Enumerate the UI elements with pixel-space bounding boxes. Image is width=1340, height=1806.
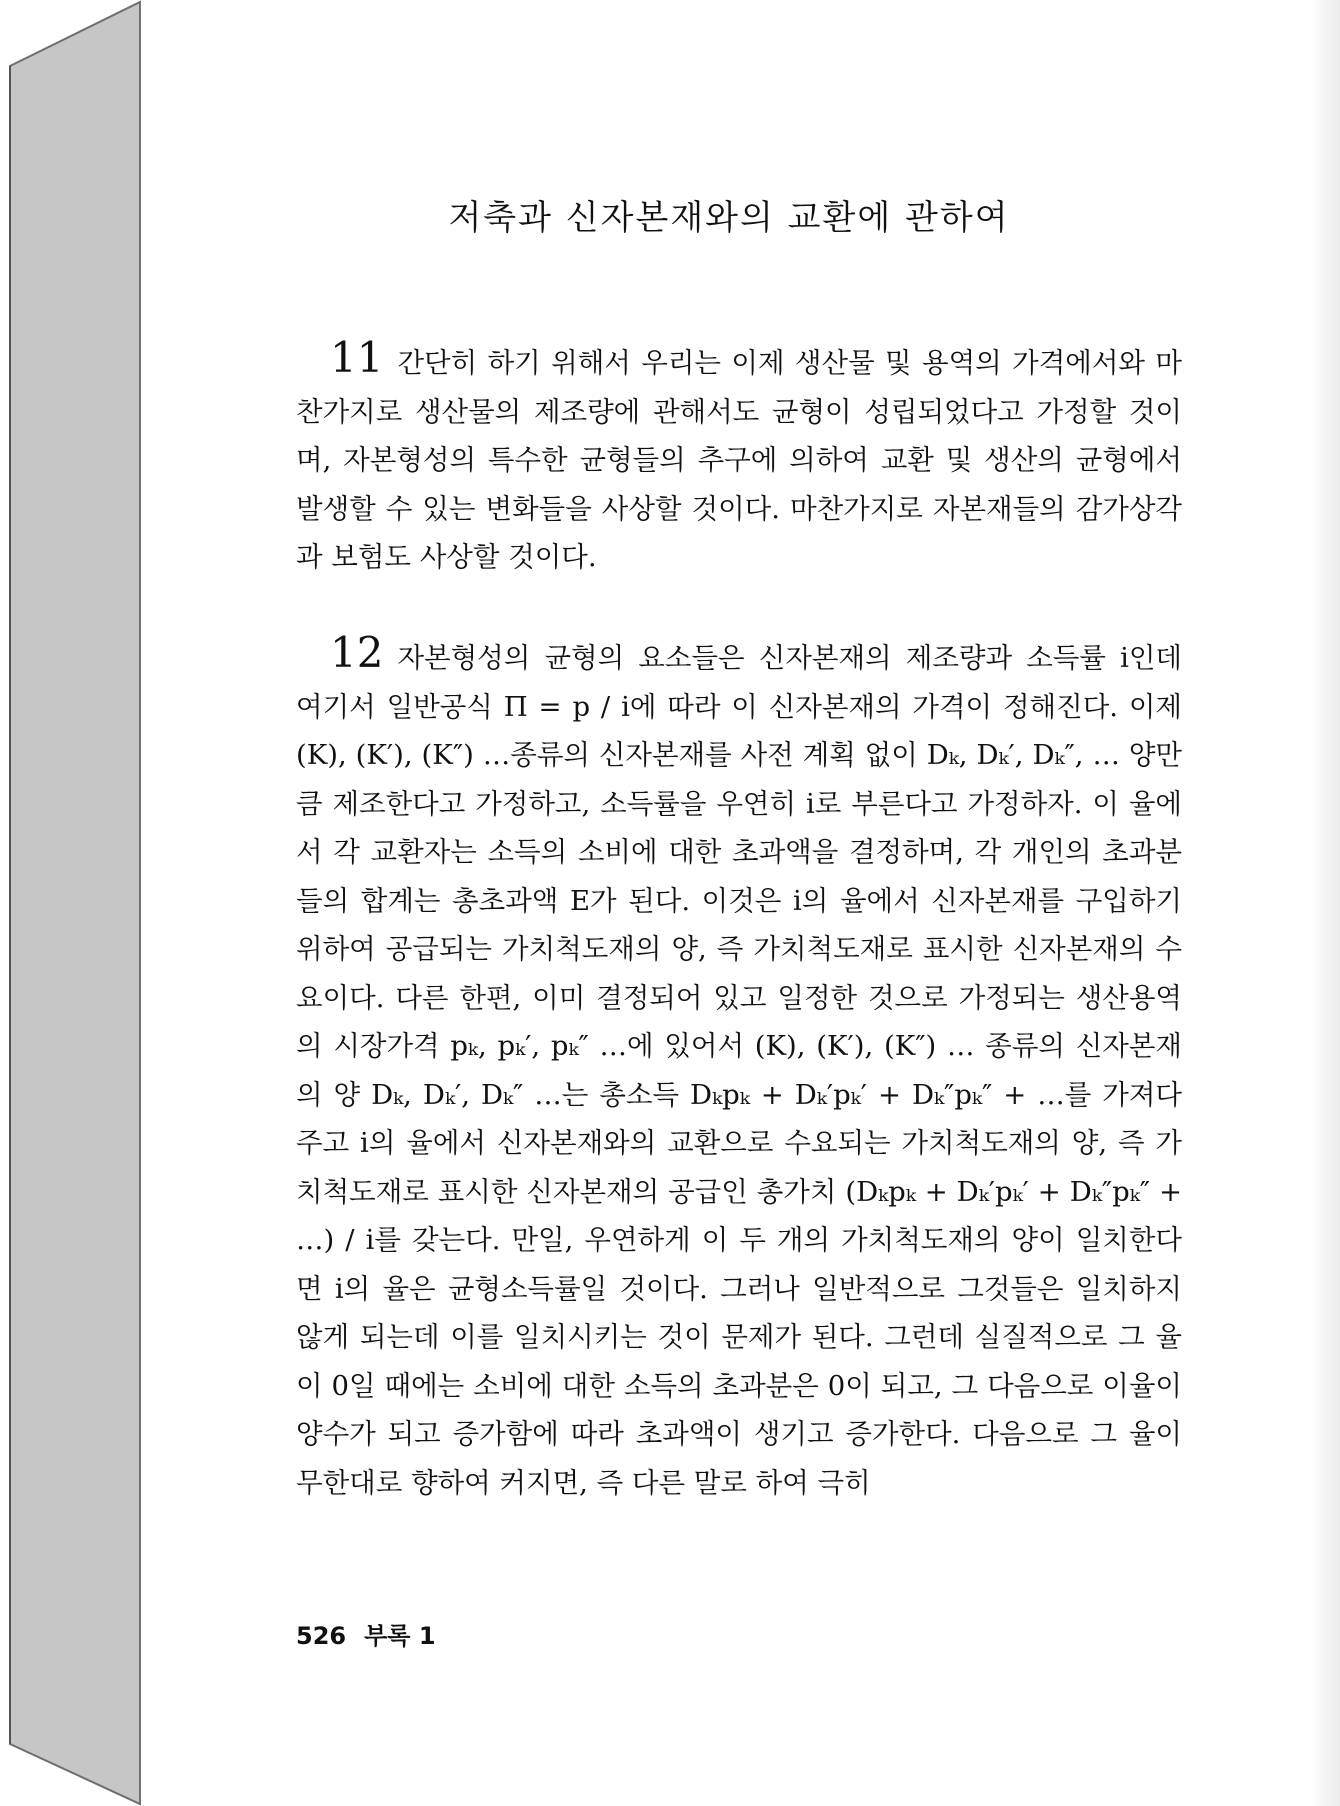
page-footer [296,1616,454,1651]
chapter-title: 저축과 신자본재와의 교환에 관하여 [448,198,1010,238]
paragraph-text: 자본형성의 균형의 요소들은 신자본재의 제조량과 소득률 i인데 여기서 일반공식 Π = p / i에 따라 이 신자본재의 가격이 정해진다. 이제 (K), (K′), (K″) …종류의 신자본재를 사전 계획 없이 Dₖ, Dₖ′, Dₖ″, … 양만큼 제조한다고 가정하고, 소득률을 우연히 i로 부른다고 가정하자. 이 율에서 각 교환자는 소득의 소비에 대한 초과액을 결정하며, 각 개인의 초과분들의 합계는 총초과액 E가 된다. 이것은 i의 율에서 신자본재를 구입하기 위하여 공급되는 가치척도재의 양, 즉 가치척도재로 표시한 신자본재의 수요이다. 다른 한편, 이미 결정되어 있고 일정한 것으로 가정되는 생산용역의 시장가격 pₖ, pₖ′, pₖ″ …에 있어서 (K), (K′), (K″) … 종류의 신자본재의 양 Dₖ, Dₖ′, Dₖ″ …는 총소득 Dₖpₖ + Dₖ′pₖ′ + Dₖ″pₖ″ + …를 가져다 주고 i의 율에서 신자본재와의 교환으로 수요되는 가치척도재의 양, 즉 가치척도재로 표시한 신자본재의 공급인 총가치 (Dₖpₖ + Dₖ′pₖ′ + Dₖ″pₖ″ + …) / i를 갖는다. 만일, 우연하게 이 두 개의 가치척도재의 양이 일치한다면 i의 율은 균형소득률일 것이다. 그러나 일반적으로 그것들은 일치하지 않게 되는데 이를 일치시키는 것이 문제가 된다. 그런데 실질적으로 그 율이 0일 때에는 소비에 대한 소득의 초과분은 0이 되고, 그 다음으로 이율이 양수가 되고 증가함에 따라 초과액이 생기고 증가한다. 다음으로 그 율이 무한대로 향하여 커지면, 즉 다른 말로 하여 극히 [296,642,1182,1499]
paragraph-text: 간단히 하기 위해서 우리는 이제 생산물 및 용역의 가격에서와 마찬가지로 생산물의 제조량에 관해서도 균형이 성립되었다고 가정할 것이며, 자본형성의 특수한 균형들의 추구에 의하여 교환 및 생산의 균형에서 발생할 수 있는 변화들을 사상할 것이다. 마찬가지로 자본재들의 감가상각과 보험도 사상할 것이다. [296,347,1182,573]
paragraph-12 [296,629,1182,1507]
paragraph-number: 11 [330,333,384,382]
paragraph-11 [296,334,1182,582]
page-shadow [1310,0,1340,1806]
paragraph-number: 12 [330,628,384,677]
appendix-label: 부록 1 [364,1622,436,1650]
page-number: 526 [296,1622,347,1650]
